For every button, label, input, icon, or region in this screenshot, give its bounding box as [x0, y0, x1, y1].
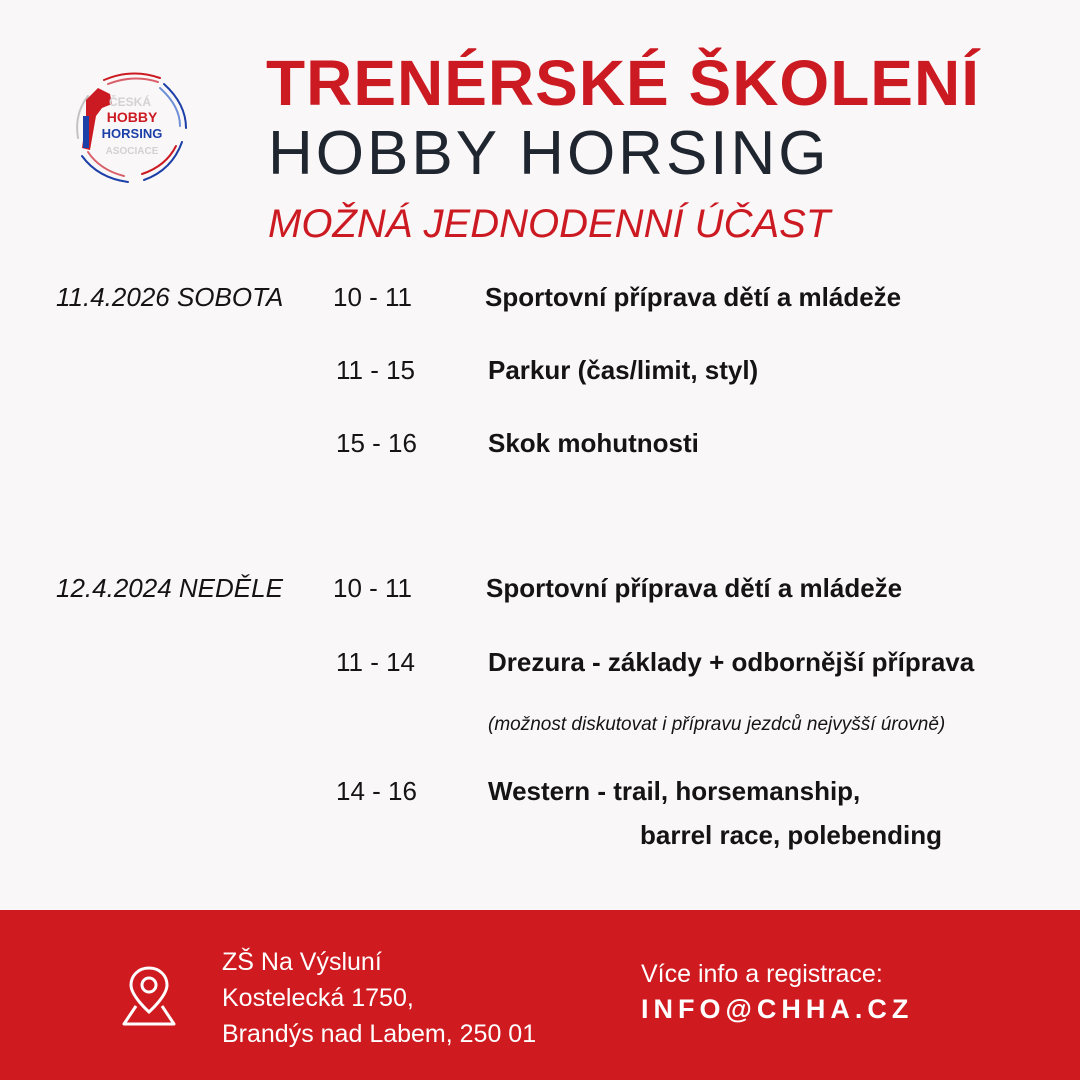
- location-pin-icon: [118, 962, 180, 1028]
- address-line-1: ZŠ Na Výsluní: [222, 948, 382, 976]
- sunday-time-1: 10 - 11: [333, 573, 413, 603]
- logo-line-2: HOBBY: [106, 109, 158, 125]
- saturday-activity-1: Sportovní příprava dětí a mládeže: [485, 282, 902, 312]
- saturday-time-3: 15 - 16: [336, 428, 417, 458]
- saturday-activity-2: Parkur (čas/limit, styl): [488, 355, 759, 385]
- title-line-1: TRENÉRSKÉ ŠKOLENÍ: [266, 47, 980, 119]
- sunday-time-3: 14 - 16: [336, 776, 417, 806]
- sunday-activity-1: Sportovní příprava dětí a mládeže: [486, 573, 903, 603]
- sunday-time-2: 11 - 14: [336, 647, 416, 677]
- logo-line-1: ČESKÁ: [108, 95, 152, 109]
- logo-line-3: HORSING: [101, 126, 163, 141]
- saturday-time-1: 10 - 11: [333, 282, 413, 312]
- subtitle: MOŽNÁ JEDNODENNÍ ÚČAST: [268, 202, 831, 246]
- address-line-3: Brandýs nad Labem, 250 01: [222, 1020, 537, 1048]
- venue-address: [222, 944, 536, 1052]
- sunday-day: 12.4.2024 NEDĚLE: [56, 573, 283, 603]
- sunday-activity-2: Drezura - základy + odbornější příprava: [488, 647, 975, 677]
- contact-email[interactable]: INFO@CHHA.CZ: [641, 994, 914, 1024]
- info-label: Více info a registrace:: [641, 960, 883, 988]
- sunday-activity-3: Western - trail, horsemanship,: [488, 776, 861, 806]
- footer-bar: [0, 910, 1080, 1080]
- sunday-activity-3-continued: barrel race, polebending: [640, 820, 942, 850]
- saturday-day: 11.4.2026 SOBOTA: [56, 282, 284, 312]
- association-logo: [68, 66, 196, 190]
- saturday-time-2: 11 - 15: [336, 355, 416, 385]
- saturday-activity-3: Skok mohutnosti: [488, 428, 699, 458]
- address-line-2: Kostelecká 1750,: [222, 984, 414, 1012]
- logo-line-4: ASOCIACE: [105, 146, 159, 157]
- title-line-2: HOBBY HORSING: [268, 119, 830, 188]
- sunday-activity-2-note: (možnost diskutovat i přípravu jezdců nejvyšší úrovně): [488, 714, 946, 735]
